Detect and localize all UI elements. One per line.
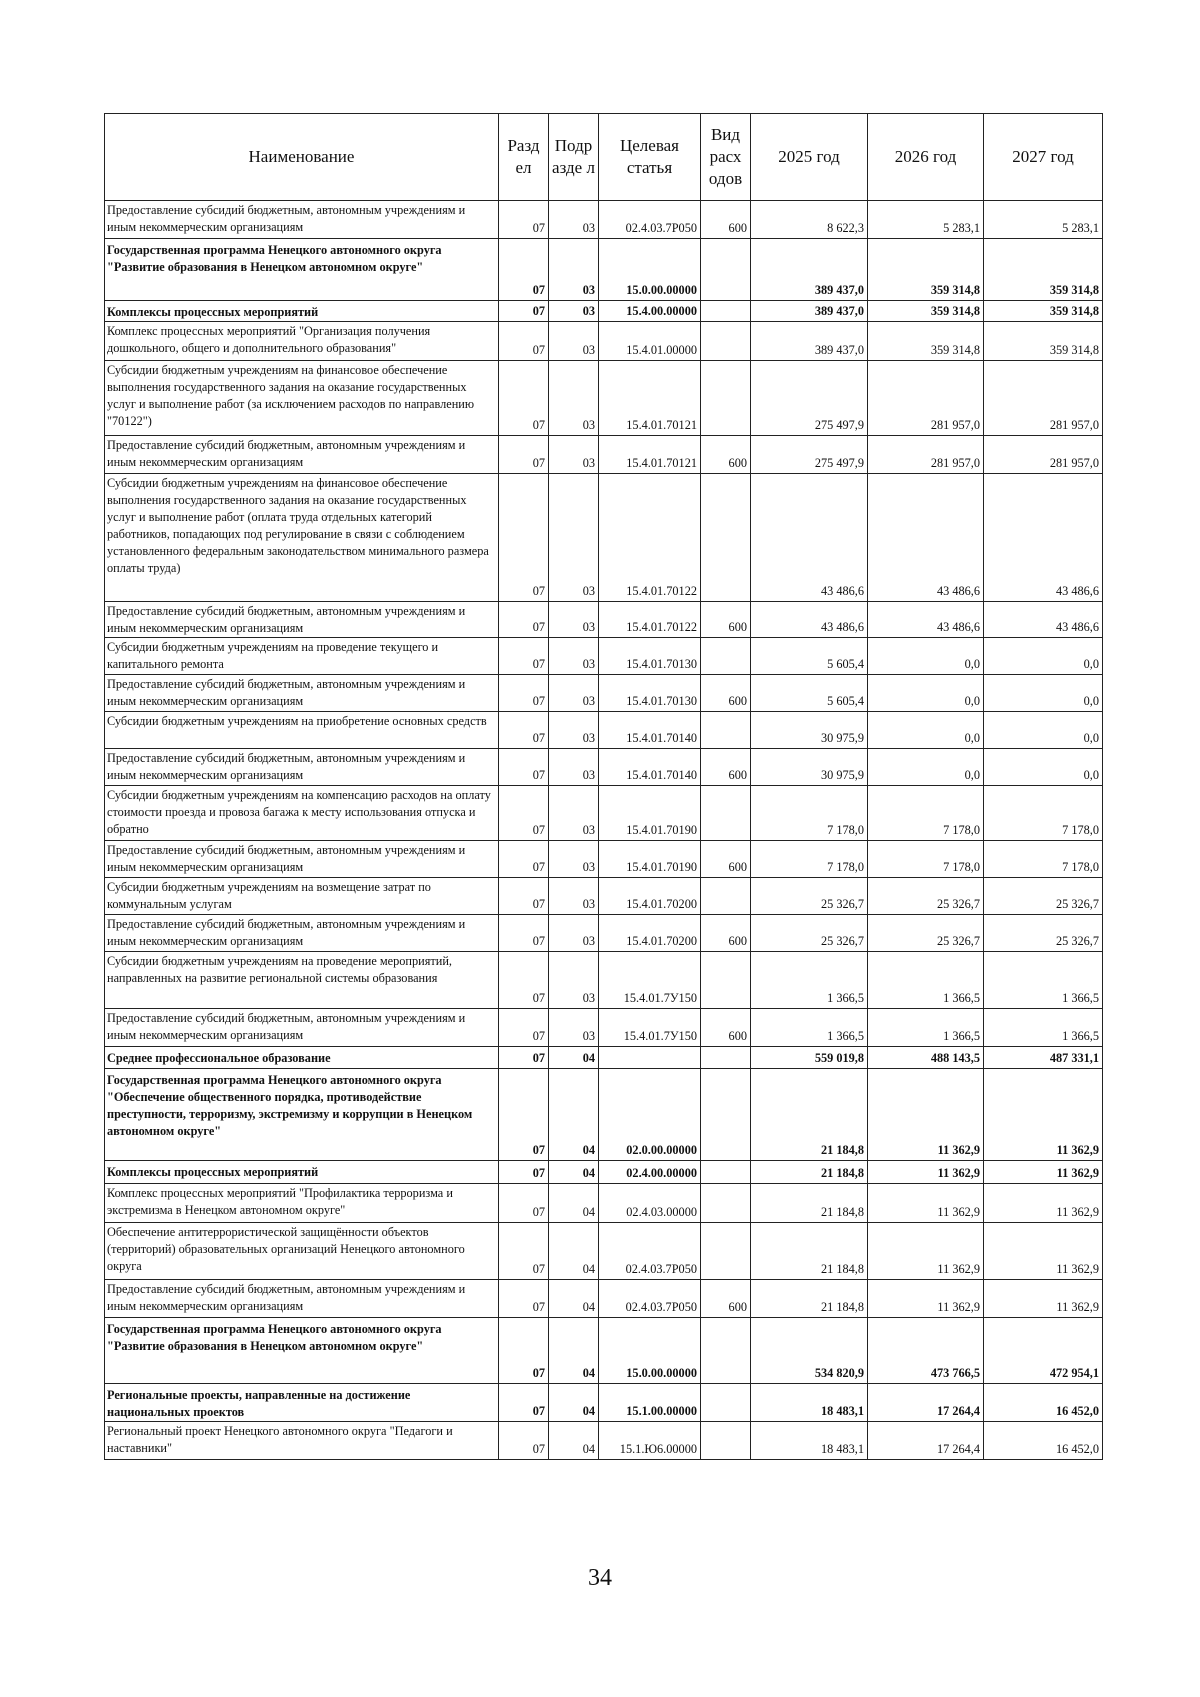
row-name-cell: Предоставление субсидий бюджетным, автономным учреждениям и иным некоммерческим организациям [105,749,499,786]
row-2027-value: 25 326,7 [984,915,1103,952]
row-podrazdel-cell: 03 [549,915,599,952]
row-name-cell: Субсидии бюджетным учреждениям на приобретение основных средств [105,712,499,749]
row-target-article-cell: 15.4.01.70130 [599,675,701,712]
row-razdel-cell: 07 [499,474,549,602]
table-row [105,436,1103,474]
row-podrazdel-cell: 03 [549,474,599,602]
row-name-cell: Субсидии бюджетным учреждениям на компенсацию расходов на оплату стоимости проезда и провоза багажа к месту использования отпуска и обратно [105,786,499,841]
header-razdel: Разд ел [499,114,549,201]
table-row [105,1318,1103,1384]
row-2026-value: 359 314,8 [868,322,984,361]
row-name-cell: Субсидии бюджетным учреждениям на финансовое обеспечение выполнения государственного задания на оказание государственных услуг и выполнение работ (оплата труда отдельных категорий работников, попадающих под регулирование в связи с соблюдением установленного федеральным законодательством минимального размера оплаты труда) [105,474,499,602]
table-row [105,602,1103,638]
row-razdel-cell: 07 [499,952,549,1009]
row-razdel-cell: 07 [499,239,549,301]
row-podrazdel-cell: 03 [549,436,599,474]
row-name-cell: Региональный проект Ненецкого автономного округа "Педагоги и наставники" [105,1422,499,1460]
row-expense-type-cell [701,474,751,602]
row-2025-value: 21 184,8 [751,1184,868,1223]
row-target-article-cell: 15.4.01.70122 [599,602,701,638]
row-2025-value: 30 975,9 [751,712,868,749]
row-podrazdel-cell: 03 [549,301,599,322]
row-target-article-cell: 02.4.00.00000 [599,1161,701,1184]
row-expense-type-cell [701,1223,751,1280]
row-2025-value: 5 605,4 [751,675,868,712]
row-2025-value: 21 184,8 [751,1069,868,1161]
row-2025-value: 43 486,6 [751,602,868,638]
row-2026-value: 7 178,0 [868,841,984,878]
row-2027-value: 1 366,5 [984,1009,1103,1047]
row-2025-value: 18 483,1 [751,1422,868,1460]
row-podrazdel-cell: 03 [549,638,599,675]
row-expense-type-cell [701,1069,751,1161]
table-row [105,1161,1103,1184]
row-2025-value: 534 820,9 [751,1318,868,1384]
row-target-article-cell: 02.4.03.7Р050 [599,1223,701,1280]
row-2026-value: 43 486,6 [868,474,984,602]
row-expense-type-cell: 600 [701,1009,751,1047]
table-row [105,1184,1103,1223]
header-podrazdel: Подр азде л [549,114,599,201]
row-expense-type-cell [701,712,751,749]
row-2025-value: 8 622,3 [751,201,868,239]
row-razdel-cell: 07 [499,201,549,239]
row-name-cell: Предоставление субсидий бюджетным, автономным учреждениям и иным некоммерческим организациям [105,841,499,878]
row-2026-value: 0,0 [868,749,984,786]
row-podrazdel-cell: 03 [549,1009,599,1047]
row-expense-type-cell [701,1161,751,1184]
row-2026-value: 25 326,7 [868,915,984,952]
row-2025-value: 389 437,0 [751,301,868,322]
row-target-article-cell: 02.4.03.7Р050 [599,201,701,239]
row-razdel-cell: 07 [499,712,549,749]
table-row [105,712,1103,749]
table-row [105,301,1103,322]
table-row [105,474,1103,602]
row-razdel-cell: 07 [499,878,549,915]
row-razdel-cell: 07 [499,1184,549,1223]
row-podrazdel-cell: 04 [549,1047,599,1069]
row-2027-value: 7 178,0 [984,786,1103,841]
row-podrazdel-cell: 03 [549,239,599,301]
row-2026-value: 0,0 [868,638,984,675]
row-expense-type-cell [701,322,751,361]
row-expense-type-cell [701,1318,751,1384]
row-expense-type-cell: 600 [701,749,751,786]
row-2027-value: 16 452,0 [984,1384,1103,1422]
row-2026-value: 11 362,9 [868,1280,984,1318]
row-2027-value: 359 314,8 [984,301,1103,322]
row-name-cell: Государственная программа Ненецкого автономного округа "Обеспечение общественного порядка, противодействие преступности, терроризму, экстремизму и коррупции в Ненецком автономном округе" [105,1069,499,1161]
row-target-article-cell: 15.4.01.70200 [599,915,701,952]
row-razdel-cell: 07 [499,1161,549,1184]
row-podrazdel-cell: 03 [549,602,599,638]
row-2027-value: 1 366,5 [984,952,1103,1009]
row-razdel-cell: 07 [499,1069,549,1161]
row-2025-value: 389 437,0 [751,239,868,301]
header-name: Наименование [105,114,499,201]
row-2025-value: 7 178,0 [751,786,868,841]
row-podrazdel-cell: 03 [549,361,599,436]
row-expense-type-cell [701,1047,751,1069]
row-2027-value: 11 362,9 [984,1069,1103,1161]
row-razdel-cell: 07 [499,749,549,786]
row-name-cell: Предоставление субсидий бюджетным, автономным учреждениям и иным некоммерческим организациям [105,436,499,474]
row-podrazdel-cell: 03 [549,322,599,361]
row-podrazdel-cell: 04 [549,1069,599,1161]
row-2026-value: 17 264,4 [868,1422,984,1460]
row-2026-value: 11 362,9 [868,1223,984,1280]
row-target-article-cell: 15.0.00.00000 [599,1318,701,1384]
table-row [105,1422,1103,1460]
row-razdel-cell: 07 [499,841,549,878]
row-2025-value: 30 975,9 [751,749,868,786]
row-2027-value: 43 486,6 [984,474,1103,602]
header-2027: 2027 год [984,114,1103,201]
table-row [105,786,1103,841]
row-razdel-cell: 07 [499,675,549,712]
table-row [105,952,1103,1009]
row-2026-value: 359 314,8 [868,239,984,301]
row-podrazdel-cell: 04 [549,1318,599,1384]
row-2025-value: 25 326,7 [751,878,868,915]
row-name-cell: Комплекс процессных мероприятий "Организация получения дошкольного, общего и дополнительного образования" [105,322,499,361]
row-expense-type-cell [701,1184,751,1223]
row-podrazdel-cell: 03 [549,201,599,239]
row-2025-value: 1 366,5 [751,952,868,1009]
row-2026-value: 473 766,5 [868,1318,984,1384]
row-name-cell: Субсидии бюджетным учреждениям на проведение мероприятий, направленных на развитие региональной системы образования [105,952,499,1009]
row-expense-type-cell: 600 [701,675,751,712]
row-2026-value: 1 366,5 [868,952,984,1009]
table-row [105,638,1103,675]
row-podrazdel-cell: 04 [549,1161,599,1184]
table-row [105,201,1103,239]
row-2025-value: 389 437,0 [751,322,868,361]
row-razdel-cell: 07 [499,301,549,322]
table-body [105,201,1103,1460]
row-expense-type-cell [701,1384,751,1422]
row-podrazdel-cell: 03 [549,841,599,878]
row-2027-value: 11 362,9 [984,1223,1103,1280]
row-podrazdel-cell: 03 [549,712,599,749]
row-2025-value: 43 486,6 [751,474,868,602]
row-2027-value: 359 314,8 [984,239,1103,301]
row-razdel-cell: 07 [499,1384,549,1422]
row-2027-value: 0,0 [984,675,1103,712]
row-razdel-cell: 07 [499,1318,549,1384]
row-2025-value: 7 178,0 [751,841,868,878]
row-expense-type-cell [701,786,751,841]
row-2025-value: 275 497,9 [751,436,868,474]
row-podrazdel-cell: 03 [549,786,599,841]
row-expense-type-cell [701,301,751,322]
row-target-article-cell: 15.4.00.00000 [599,301,701,322]
row-name-cell: Субсидии бюджетным учреждениям на проведение текущего и капитального ремонта [105,638,499,675]
row-2026-value: 11 362,9 [868,1161,984,1184]
row-2027-value: 472 954,1 [984,1318,1103,1384]
row-2026-value: 43 486,6 [868,602,984,638]
row-2027-value: 359 314,8 [984,322,1103,361]
table-row [105,1069,1103,1161]
table-header-row [105,114,1103,201]
row-2025-value: 5 605,4 [751,638,868,675]
row-podrazdel-cell: 04 [549,1184,599,1223]
row-name-cell: Государственная программа Ненецкого автономного округа "Развитие образования в Ненецком автономном округе" [105,239,499,301]
row-2025-value: 1 366,5 [751,1009,868,1047]
row-2027-value: 5 283,1 [984,201,1103,239]
row-razdel-cell: 07 [499,436,549,474]
row-razdel-cell: 07 [499,1009,549,1047]
row-2026-value: 11 362,9 [868,1069,984,1161]
row-2027-value: 0,0 [984,638,1103,675]
row-name-cell: Предоставление субсидий бюджетным, автономным учреждениям и иным некоммерческим организациям [105,675,499,712]
row-name-cell: Предоставление субсидий бюджетным, автономным учреждениям и иным некоммерческим организациям [105,1280,499,1318]
table-row [105,1280,1103,1318]
row-expense-type-cell [701,239,751,301]
row-expense-type-cell [701,361,751,436]
row-2027-value: 25 326,7 [984,878,1103,915]
table-row [105,841,1103,878]
row-name-cell: Обеспечение антитеррористической защищённости объектов (территорий) образовательных организаций Ненецкого автономного округа [105,1223,499,1280]
row-2026-value: 17 264,4 [868,1384,984,1422]
row-2025-value: 21 184,8 [751,1161,868,1184]
row-target-article-cell: 15.4.01.70190 [599,786,701,841]
row-razdel-cell: 07 [499,602,549,638]
table-row [105,361,1103,436]
table-row [105,322,1103,361]
row-target-article-cell: 15.4.01.70200 [599,878,701,915]
page-number: 34 [588,1565,612,1591]
row-target-article-cell: 02.4.03.00000 [599,1184,701,1223]
table-row [105,1009,1103,1047]
row-name-cell: Субсидии бюджетным учреждениям на финансовое обеспечение выполнения государственного задания на оказание государственных услуг и выполнение работ (за исключением расходов по направлению "70122") [105,361,499,436]
row-target-article-cell: 15.4.01.70130 [599,638,701,675]
table-row [105,239,1103,301]
row-2027-value: 281 957,0 [984,436,1103,474]
row-razdel-cell: 07 [499,638,549,675]
row-name-cell: Предоставление субсидий бюджетным, автономным учреждениям и иным некоммерческим организациям [105,915,499,952]
row-expense-type-cell: 600 [701,915,751,952]
table-row [105,675,1103,712]
row-name-cell: Предоставление субсидий бюджетным, автономным учреждениям и иным некоммерческим организациям [105,602,499,638]
row-razdel-cell: 07 [499,361,549,436]
row-2026-value: 488 143,5 [868,1047,984,1069]
header-target-article: Целевая статья [599,114,701,201]
row-expense-type-cell: 600 [701,841,751,878]
row-target-article-cell: 15.4.01.70140 [599,712,701,749]
table-row [105,1384,1103,1422]
row-name-cell: Комплекс процессных мероприятий "Профилактика терроризма и экстремизма в Ненецком автономном округе" [105,1184,499,1223]
row-name-cell: Среднее профессиональное образование [105,1047,499,1069]
table-row [105,1223,1103,1280]
table-row [105,1047,1103,1069]
row-2025-value: 21 184,8 [751,1223,868,1280]
row-podrazdel-cell: 04 [549,1422,599,1460]
row-razdel-cell: 07 [499,1280,549,1318]
row-target-article-cell: 02.0.00.00000 [599,1069,701,1161]
row-2026-value: 25 326,7 [868,878,984,915]
row-expense-type-cell [701,1422,751,1460]
row-target-article-cell: 02.4.03.7Р050 [599,1280,701,1318]
row-2026-value: 0,0 [868,675,984,712]
row-target-article-cell: 15.1.00.00000 [599,1384,701,1422]
row-2026-value: 281 957,0 [868,436,984,474]
row-2026-value: 0,0 [868,712,984,749]
row-target-article-cell: 15.4.01.70121 [599,436,701,474]
header-2025: 2025 год [751,114,868,201]
row-2027-value: 0,0 [984,712,1103,749]
row-target-article-cell: 15.4.01.70122 [599,474,701,602]
table-row [105,878,1103,915]
row-2027-value: 487 331,1 [984,1047,1103,1069]
row-podrazdel-cell: 03 [549,749,599,786]
row-2027-value: 11 362,9 [984,1161,1103,1184]
row-razdel-cell: 07 [499,322,549,361]
row-podrazdel-cell: 04 [549,1384,599,1422]
row-2025-value: 275 497,9 [751,361,868,436]
table-row [105,915,1103,952]
row-expense-type-cell [701,878,751,915]
row-name-cell: Субсидии бюджетным учреждениям на возмещение затрат по коммунальным услугам [105,878,499,915]
row-name-cell: Комплексы процессных мероприятий [105,1161,499,1184]
row-expense-type-cell: 600 [701,1280,751,1318]
row-2027-value: 0,0 [984,749,1103,786]
row-2025-value: 559 019,8 [751,1047,868,1069]
row-name-cell: Региональные проекты, направленные на достижение национальных проектов [105,1384,499,1422]
row-expense-type-cell [701,952,751,1009]
row-2025-value: 21 184,8 [751,1280,868,1318]
row-razdel-cell: 07 [499,786,549,841]
row-2027-value: 16 452,0 [984,1422,1103,1460]
row-2025-value: 25 326,7 [751,915,868,952]
row-podrazdel-cell: 04 [549,1223,599,1280]
row-target-article-cell: 15.4.01.7У150 [599,1009,701,1047]
row-2026-value: 281 957,0 [868,361,984,436]
row-expense-type-cell: 600 [701,602,751,638]
row-target-article-cell [599,1047,701,1069]
row-name-cell: Комплексы процессных мероприятий [105,301,499,322]
row-target-article-cell: 15.4.01.70190 [599,841,701,878]
table-row [105,749,1103,786]
row-target-article-cell: 15.1.Ю6.00000 [599,1422,701,1460]
row-podrazdel-cell: 03 [549,878,599,915]
header-expense-type: Вид расх одов [701,114,751,201]
row-expense-type-cell: 600 [701,436,751,474]
row-name-cell: Предоставление субсидий бюджетным, автономным учреждениям и иным некоммерческим организациям [105,1009,499,1047]
row-2026-value: 359 314,8 [868,301,984,322]
row-expense-type-cell [701,638,751,675]
row-target-article-cell: 15.4.01.70140 [599,749,701,786]
row-name-cell: Предоставление субсидий бюджетным, автономным учреждениям и иным некоммерческим организациям [105,201,499,239]
row-2026-value: 1 366,5 [868,1009,984,1047]
budget-table [104,113,1103,1460]
row-2025-value: 18 483,1 [751,1384,868,1422]
row-2026-value: 5 283,1 [868,201,984,239]
row-2027-value: 281 957,0 [984,361,1103,436]
row-2027-value: 11 362,9 [984,1184,1103,1223]
row-expense-type-cell: 600 [701,201,751,239]
row-2027-value: 11 362,9 [984,1280,1103,1318]
row-podrazdel-cell: 04 [549,1280,599,1318]
row-target-article-cell: 15.4.01.00000 [599,322,701,361]
row-2027-value: 43 486,6 [984,602,1103,638]
row-razdel-cell: 07 [499,1422,549,1460]
row-target-article-cell: 15.4.01.70121 [599,361,701,436]
row-2026-value: 7 178,0 [868,786,984,841]
row-razdel-cell: 07 [499,1223,549,1280]
row-2026-value: 11 362,9 [868,1184,984,1223]
row-target-article-cell: 15.4.01.7У150 [599,952,701,1009]
header-2026: 2026 год [868,114,984,201]
row-name-cell: Государственная программа Ненецкого автономного округа "Развитие образования в Ненецком автономном округе" [105,1318,499,1384]
row-podrazdel-cell: 03 [549,675,599,712]
row-target-article-cell: 15.0.00.00000 [599,239,701,301]
row-podrazdel-cell: 03 [549,952,599,1009]
row-razdel-cell: 07 [499,1047,549,1069]
row-razdel-cell: 07 [499,915,549,952]
row-2027-value: 7 178,0 [984,841,1103,878]
